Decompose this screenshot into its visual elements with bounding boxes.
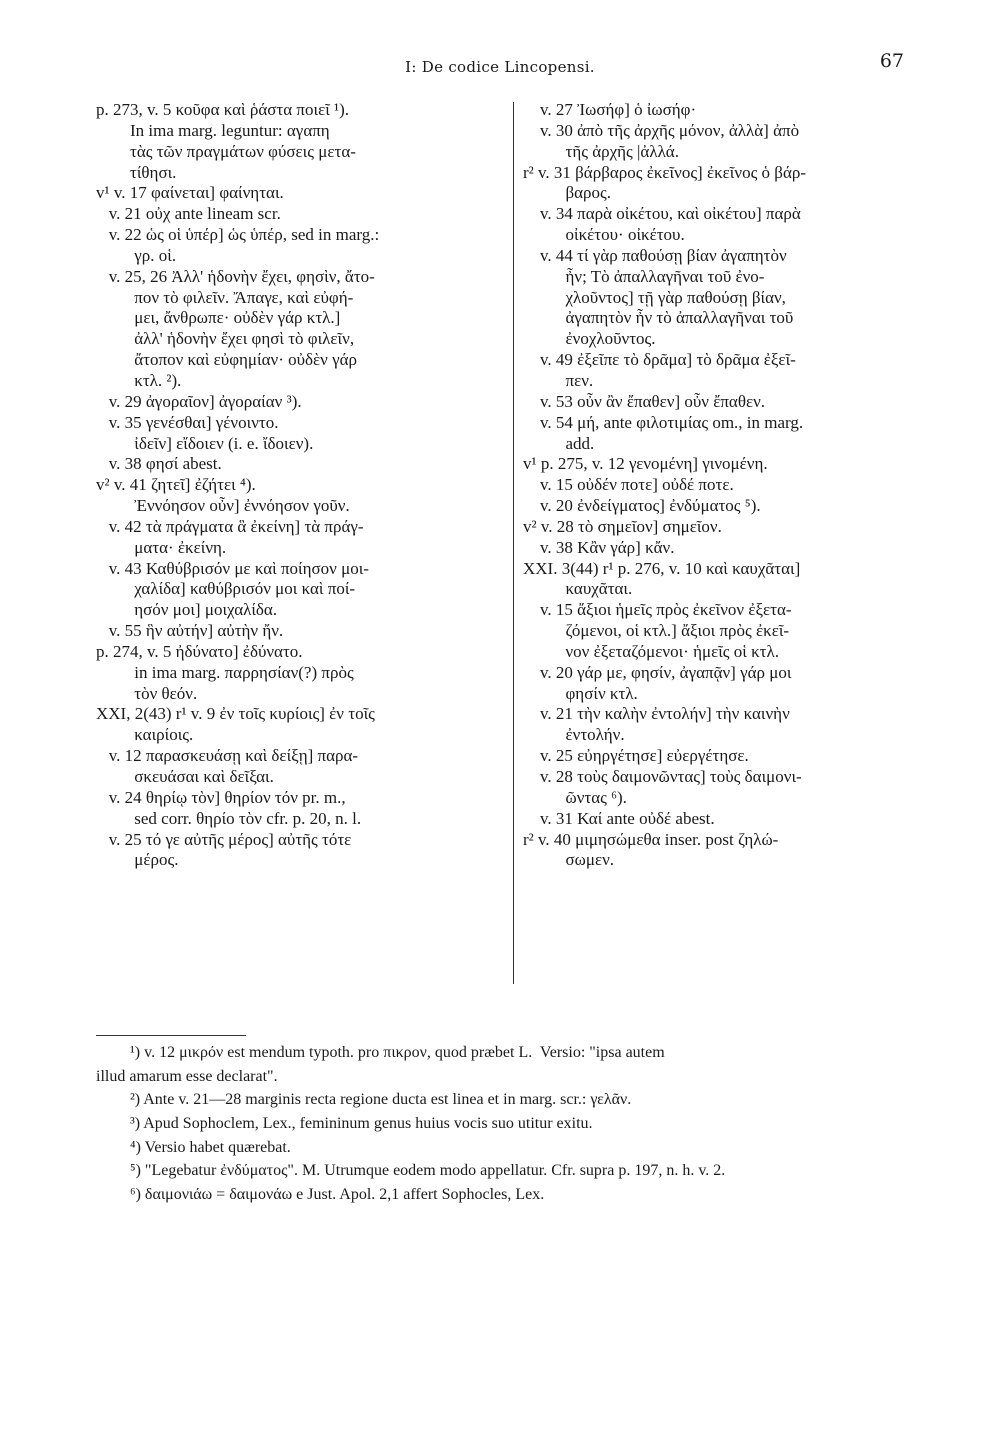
right-column-line: φησίν κτλ.	[523, 683, 638, 703]
right-column-line: v. 53 οὖν ἂν ἔπαθεν] οὖν ἔπαθεν.	[523, 391, 766, 411]
left-column-line: v. 55 ἣν αὐτήν] αὐτὴν ἤν.	[96, 621, 284, 641]
right-column-line: ῶντας ⁶).	[523, 787, 627, 807]
right-column-line: σωμεν.	[523, 850, 615, 870]
left-column-line: v. 22 ὡς οἱ ὑπέρ] ὡς ὑπέρ, sed in marg.:	[96, 225, 380, 245]
left-column-line: καιρίοις.	[96, 725, 194, 745]
footnote-line: ³) Apud Sophoclem, Lex., femininum genus huius vocis suo utitur exitu.	[130, 1115, 593, 1133]
right-column-line: v. 30 ἀπὸ τῆς ἀρχῆς μόνον, ἀλλὰ] ἀπὸ	[523, 120, 800, 140]
left-column-line: p. 273, v. 5 κοῦφα καὶ ῥάστα ποιεῖ ¹).	[96, 100, 350, 119]
left-column-line: v. 24 θηρίῳ τὸν] θηρίον τόν pr. m.,	[96, 787, 346, 807]
left-column-line: in ima marg. παρρησίαν(?) πρὸς	[96, 662, 354, 682]
footnote-line: ⁵) "Legebatur ἐνδύματος". M. Utrumque eodem modo appellatur. Cfr. supra p. 197, n. h. v. 2.	[130, 1162, 726, 1180]
right-column-line: ἐνοχλοῦντος.	[523, 329, 656, 349]
left-column-line: v. 35 γενέσθαι] γένοιντο.	[96, 412, 279, 432]
right-column-line: v. 34 παρὰ οἰκέτου, καὶ οἰκέτου] παρὰ	[523, 204, 801, 224]
column-divider	[513, 102, 514, 984]
left-column-line: v. 25, 26 Ἀλλ' ἡδονὴν ἔχει, φησὶν, ἄτο-	[96, 266, 375, 286]
left-column-line: χαλίδα] καθύβρισόν μοι καὶ ποί-	[96, 579, 356, 599]
left-column-line: ματα· ἐκείνη.	[96, 537, 227, 557]
right-column-line: v. 49 ἐξεῖπε τὸ δρᾶμα] τὸ δρᾶμα ἐξεῖ-	[523, 350, 796, 370]
left-column-line: σκευάσαι καὶ δεῖξαι.	[96, 767, 274, 786]
left-column-line: μέρος.	[96, 850, 179, 870]
left-column-line: ἀλλ' ἡδονὴν ἔχει φησὶ τὸ φιλεῖν,	[96, 329, 355, 349]
left-column-line: πον τὸ φιλεῖν. Ἄπαγε, καὶ εὐφή-	[96, 287, 354, 307]
right-column-line: χλοῦντος] τῇ γὰρ παθούσῃ βίαν,	[523, 287, 786, 307]
right-column-line: νον ἐξεταζόμενοι· ἡμεῖς οἱ κτλ.	[523, 641, 779, 661]
footnote-line: ²) Ante v. 21—28 marginis recta regione ducta est linea et in marg. scr.: γελᾶν.	[130, 1091, 632, 1109]
right-column-line: ἦν; Τὸ ἀπαλλαγῆναι τοῦ ἐνο-	[523, 266, 765, 286]
right-column-line: r² v. 40 μιμησώμεθα inser. post ζηλώ-	[523, 829, 779, 849]
right-column-line: v. 21 τὴν καλὴν ἐντολήν] τὴν καινὴν	[523, 704, 790, 724]
footnote-line: illud amarum esse declarat".	[96, 1067, 278, 1085]
right-column-line: οἰκέτου· οἰκέτου.	[523, 225, 685, 245]
left-column-line: sed corr. θηρίο τὸν cfr. p. 20, n. l.	[96, 808, 362, 828]
left-column-line: v. 25 τό γε αὐτῆς μέρος] αὐτῆς τότε	[96, 829, 352, 849]
left-column	[96, 100, 501, 871]
footnote-line: ¹) v. 12 μικρόν est mendum typoth. pro πικρον, quod præbet L. Versio: "ipsa autem	[130, 1044, 665, 1061]
left-column-line: v. 12 παρασκευάσῃ καὶ δείξῃ] παρα-	[96, 746, 359, 766]
running-header: I: De codice Lincopensi.	[405, 58, 595, 76]
left-column-line: v. 38 φησί abest.	[96, 454, 222, 474]
left-column-line: v. 29 ἀγοραῖον] ἀγοραίαν ³).	[96, 391, 302, 411]
right-column-line: r² v. 31 βάρβαρος ἐκεῖνος] ἐκεῖνος ὁ βάρ-	[523, 162, 806, 182]
right-column-line: βαρος.	[523, 183, 612, 203]
footnotes	[96, 1041, 920, 1207]
left-column-line: p. 274, v. 5 ἠδύνατο] ἐδύνατο.	[96, 641, 303, 661]
left-column-line: In ima marg. leguntur: αγαπη	[96, 120, 330, 140]
right-column-line: v. 27 Ἰωσήφ] ὁ ἰωσήφ·	[523, 100, 697, 119]
left-column-line: v. 43 Καθύβρισόν με καὶ ποίησον μοι-	[96, 558, 369, 578]
left-column-line: γρ. οἱ.	[96, 245, 177, 265]
right-column	[523, 100, 923, 871]
left-column-line: v¹ v. 17 φαίνεται] φαίνηται.	[96, 183, 284, 203]
footnote-line: ⁴) Versio habet quærebat.	[130, 1138, 291, 1156]
right-column-line: πεν.	[523, 370, 594, 390]
footnote-line: ⁶) δαιμονιάω = δαιμονάω e Just. Apol. 2,1 affert Sophocles, Lex.	[130, 1186, 545, 1204]
right-column-line: v¹ p. 275, v. 12 γενομένη] γινομένη.	[523, 454, 768, 474]
left-column-line: ἰδεῖν] εἴδοιεν (i. e. ἴδοιεν).	[96, 433, 314, 453]
right-column-line: τῆς ἀρχῆς |ἀλλά.	[523, 141, 679, 161]
right-column-line: v. 38 Κἂν γάρ] κἄν.	[523, 537, 675, 557]
left-column-line: ησόν μοι] μοιχαλίδα.	[96, 600, 278, 620]
right-column-line: v. 44 τί γὰρ παθούσῃ βίαν ἀγαπητὸν	[523, 245, 787, 265]
right-column-line: v. 54 μή, ante φιλοτιμίας om., in marg.	[523, 412, 804, 432]
footnote-rule	[96, 1035, 246, 1036]
right-column-line: καυχᾶται.	[523, 579, 633, 599]
page-number: 67	[879, 50, 904, 72]
right-column-line: v. 31 Καί ante οὐδέ abest.	[523, 808, 715, 828]
left-column-line: τὸν θεόν.	[96, 683, 198, 703]
right-column-line: add.	[523, 433, 595, 453]
right-column-line: v. 20 ἐνδείγματος] ἐνδύματος ⁵).	[523, 496, 761, 516]
left-column-line: τὰς τῶν πραγμάτων φύσεις μετα-	[96, 141, 356, 161]
left-column-line: μει, ἄνθρωπε· οὐδὲν γάρ κτλ.]	[96, 308, 341, 328]
right-column-line: ζόμενοι, οἱ κτλ.] ἄξιοι πρὸς ἐκεῖ-	[523, 621, 790, 641]
left-column-line: v. 21 οὐχ ante lineam scr.	[96, 204, 281, 224]
left-column-line: τίθησι.	[96, 162, 177, 182]
left-column-line: XXI, 2(43) r¹ v. 9 ἐν τοῖς κυρίοις] ἐν τοῖς	[96, 704, 375, 724]
right-column-line: v. 25 εὐηργέτησε] εὐεργέτησε.	[523, 746, 749, 766]
right-column-line: v. 20 γάρ με, φησίν, ἀγαπᾷν] γάρ μοι	[523, 662, 792, 682]
right-column-line: v. 28 τοὺς δαιμονῶντας] τοὺς δαιμονι-	[523, 767, 802, 786]
left-column-line: ἄτοπον καὶ εὐφημίαν· οὐδὲν γάρ	[96, 350, 358, 370]
right-column-line: ἐντολήν.	[523, 725, 625, 745]
right-column-line: v² v. 28 τὸ σημεῖον] σημεῖον.	[523, 516, 722, 536]
right-column-line: XXI. 3(44) r¹ p. 276, v. 10 καὶ καυχᾶται]	[523, 558, 801, 578]
right-column-line: v. 15 ἄξιοι ἡμεῖς πρὸς ἐκεῖνον ἐξετα-	[523, 600, 792, 620]
right-column-line: v. 15 οὐδέν ποτε] οὐδέ ποτε.	[523, 475, 734, 495]
left-column-line: v. 42 τὰ πράγματα ἃ ἐκείνη] τὰ πράγ-	[96, 516, 364, 536]
right-column-line: ἀγαπητὸν ἦν τὸ ἀπαλλαγῆναι τοῦ	[523, 308, 794, 328]
left-column-line: v² v. 41 ζητεῖ] ἐζήτει ⁴).	[96, 475, 256, 495]
left-column-line: κτλ. ²).	[96, 370, 182, 390]
left-column-line: Ἐννόησον οὖν] ἐννόησον γοῦν.	[96, 496, 350, 516]
